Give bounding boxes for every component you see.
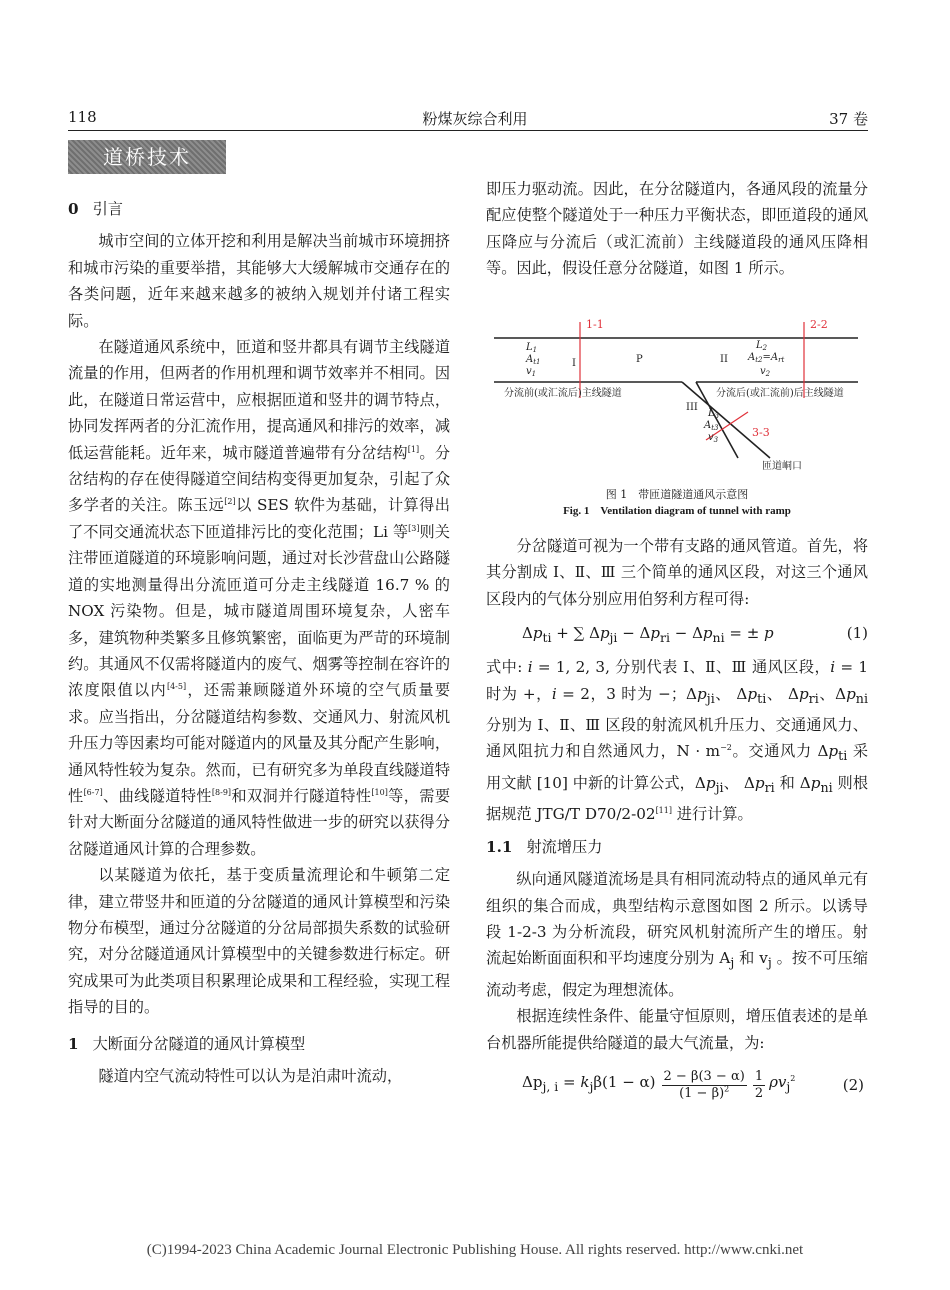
- label-main-before: 分流前(或汇流后)主线隧道: [504, 388, 622, 399]
- zone-III: III: [686, 402, 698, 413]
- label-A1: $A_{t1}$: [526, 354, 541, 366]
- page-number: 118: [68, 108, 97, 126]
- tunnel-diagram: [486, 312, 868, 474]
- right-paragraph-4: 纵向通风隧道流场是具有相同流动特点的通风单元有组织的集合而成，典型结构示意图如图 2 所示。以诱导段 1-2-3 为分析流段，研究风机射流所产生的增压。射流起始断面面积和平均速度分别为 $A_j$ 和 $v_j$ 。按不可压缩流动考虑，假定为理想流体。: [486, 870, 868, 999]
- right-column: [486, 176, 868, 282]
- right-paragraph-1: 即压力驱动流。因此，在分岔隧道内，各通风段的流量分配应使整个隧道处于一种压力平衡状态，即匝道段的通风压降应与分流后（或汇流前）主线隧道段的通风压降相等。因此，假设任意分岔隧道，如图 1 所示。: [486, 180, 868, 278]
- label-ramp-portal: 匝道峒口: [762, 461, 802, 472]
- equation-1: $\Delta p_{ti}$ + ∑ $\Delta p_{ji} - \Delta p_{ri} - \Delta p_{ni}$ = ± p (1): [486, 612, 868, 654]
- equation-2-fraction: 2 − β(3 − α) $(1 - \beta)^2$: [663, 1068, 745, 1101]
- journal-name: 粉煤灰综合利用: [422, 110, 528, 128]
- label-v2: $v_2$: [760, 366, 771, 378]
- intro-heading: 0 引言: [68, 200, 123, 218]
- figure-caption-en: Fig. 1 Ventilation diagram of tunnel with ramp: [563, 505, 791, 517]
- label-v1: $v_1$: [526, 366, 537, 378]
- section-label-1-1: 1-1: [586, 318, 604, 331]
- copyright-footer: (C)1994-2023 China Academic Journal Electronic Publishing House. All rights reserved. http://www.cnki.net: [146, 1242, 804, 1258]
- section-1-paragraph: 隧道内空气流动特性可以认为是泊肃叶流动，: [98, 1067, 403, 1085]
- citation: [3]: [408, 523, 420, 533]
- label-L1: $L_1$: [526, 342, 538, 354]
- citation: [1]: [407, 444, 420, 454]
- intro-paragraph-2: 在隧道通风系统中，匝道和竖井都具有调节主线隧道流量的作用，但两者的作用机理和调节效率并不相同。因此，在隧道日常运营中，应根据匝道和竖井的调节特点，协同发挥两者的分汇流作用，提高通风和排污的效率，减低运营能耗。近年来，城市隧道普遍带有分岔结构[1]。分岔结构的存在使得隧道空间结构变得更加复杂，引起了众多学者的关注。陈玉远[2]以 SES 软件为基础，计算得出了不同交通流状态下匝道排污比的变化范围；Li 等[3]则关注带匝道隧道的环境影响问题，通过对长沙营盘山公路隧道的实地测量得出分流匝道可分走主线隧道 16.7 % 的 NOX 污染物。但是，城市隧道周围环境复杂，人密车多，建筑物种类繁多且修筑繁密，面临更为严苛的环境制约。其通风不仅需将隧道内的废气、烟雾等控制在容许的浓度限值以内[4-5]，还需兼顾隧道外环境的空气质量要求。应当指出，分岔隧道结构参数、交通风力、射流风机升压力等因素均可能对隧道内的风量及其分配产生影响，通风特性较为复杂。然而，已有研究多为单段直线隧道特性[6-7]、曲线隧道特性[8-9]和双洞并行隧道特性[10]等，需要针对大断面分岔隧道的通风特性做进一步的研究以获得分岔隧道通风计算的合理参数。: [68, 338, 451, 858]
- figure-caption-cn: 图 1 带匝道隧道通风示意图: [605, 488, 749, 501]
- label-main-after: 分流后(或汇流前)后主线隧道: [716, 388, 844, 399]
- label-L2: $L_2$: [756, 340, 768, 352]
- right-column-lower: [486, 533, 868, 1108]
- zone-II: II: [720, 354, 728, 365]
- citation: [8-9]: [211, 787, 232, 797]
- intro-paragraph-1: 城市空间的立体开挖和利用是解决当前城市环境拥挤和城市污染的重要举措，其能够大大缓解城市交通存在的各类问题，近年来越来越多的被纳入规划并付诸工程实际。: [68, 232, 450, 330]
- left-column: [68, 190, 450, 1089]
- citation: [2]: [224, 497, 236, 507]
- section-1-heading: 1 大断面分岔隧道的通风计算模型: [68, 1034, 306, 1053]
- label-v3: $v_3$: [708, 432, 719, 444]
- citation: [4-5]: [166, 682, 187, 692]
- citation: [6-7]: [83, 787, 103, 797]
- equation-2-number: (2): [842, 1076, 864, 1095]
- citation: [10]: [371, 787, 388, 797]
- zone-I: I: [572, 358, 576, 369]
- section-tag: 道桥技术: [68, 140, 226, 174]
- right-paragraph-3: 式中: i = 1, 2, 3, 分别代表 Ⅰ、Ⅱ、Ⅲ 通风区段，i = 1 时为 +，i = 2，3 时为 −；$\Delta p_{ji}$、 $\Delta p_{ti}$、 $\Delta p_{ri}$、$\Delta p_{ni}$ 分别为 Ⅰ、Ⅱ、Ⅲ 区段的射流风机升压力、交通通风力、通风阻抗力和自然通风力，$N \cdot m^{-2}$。交通风力 $\Delta p_{ti}$ 采用文献 [10] 中新的计算公式，$\Delta p_{ji}$、 $\Delta p_{ri}$ 和 $\Delta p_{ni}$ 则根据规范 JTG/T D70/2-02[11] 进行计算。: [486, 658, 869, 824]
- intro-paragraph-3: 以某隧道为依托，基于变质量流理论和牛顿第二定律，建立带竖井和匝道的分岔隧道的通风计算模型和污染物分布模型，通过分岔隧道的分岔局部损失系数的试验研究，对分岔隧道通风计算模型中的关键参数进行标定。研究成果可为此类项目积累理论成果和工程经验，实现工程指导的目的。: [68, 866, 450, 1017]
- equation-2: $\Delta p_{j, i} = k_j\beta(1 - \alpha)$ 2 − β(3 − α) $(1 - \beta)^2$ 1 2 $\rho v_j^2$ (2): [522, 1068, 864, 1101]
- right-paragraph-5: 根据连续性条件、能量守恒原则，增压值表述的是单台机器所能提供给隧道的最大气流量，为:: [486, 1007, 868, 1052]
- section-label-3-3: 3-3: [752, 426, 770, 439]
- header-rule: [68, 130, 868, 131]
- label-A2: $A_{t2}=A_{rt}$: [748, 352, 785, 364]
- right-paragraph-2: 分岔隧道可视为一个带有支路的通风管道。首先，将其分割成 Ⅰ、Ⅱ、Ⅲ 三个简单的通风区段，对这三个通风区段内的气体分别应用伯努利方程可得:: [486, 537, 868, 608]
- label-L3: $L_3$: [708, 408, 720, 420]
- figure-caption: [486, 487, 868, 519]
- section-1-1-heading: 1.1 射流增压力: [486, 837, 603, 856]
- equation-2-half: 1 2: [754, 1068, 764, 1101]
- label-A3: $A_{t3}$: [704, 420, 719, 432]
- volume-number: 37 卷: [829, 110, 868, 128]
- zone-P: P: [636, 354, 643, 365]
- equation-1-number: (1): [846, 624, 868, 643]
- section-label-2-2: 2-2: [810, 318, 828, 331]
